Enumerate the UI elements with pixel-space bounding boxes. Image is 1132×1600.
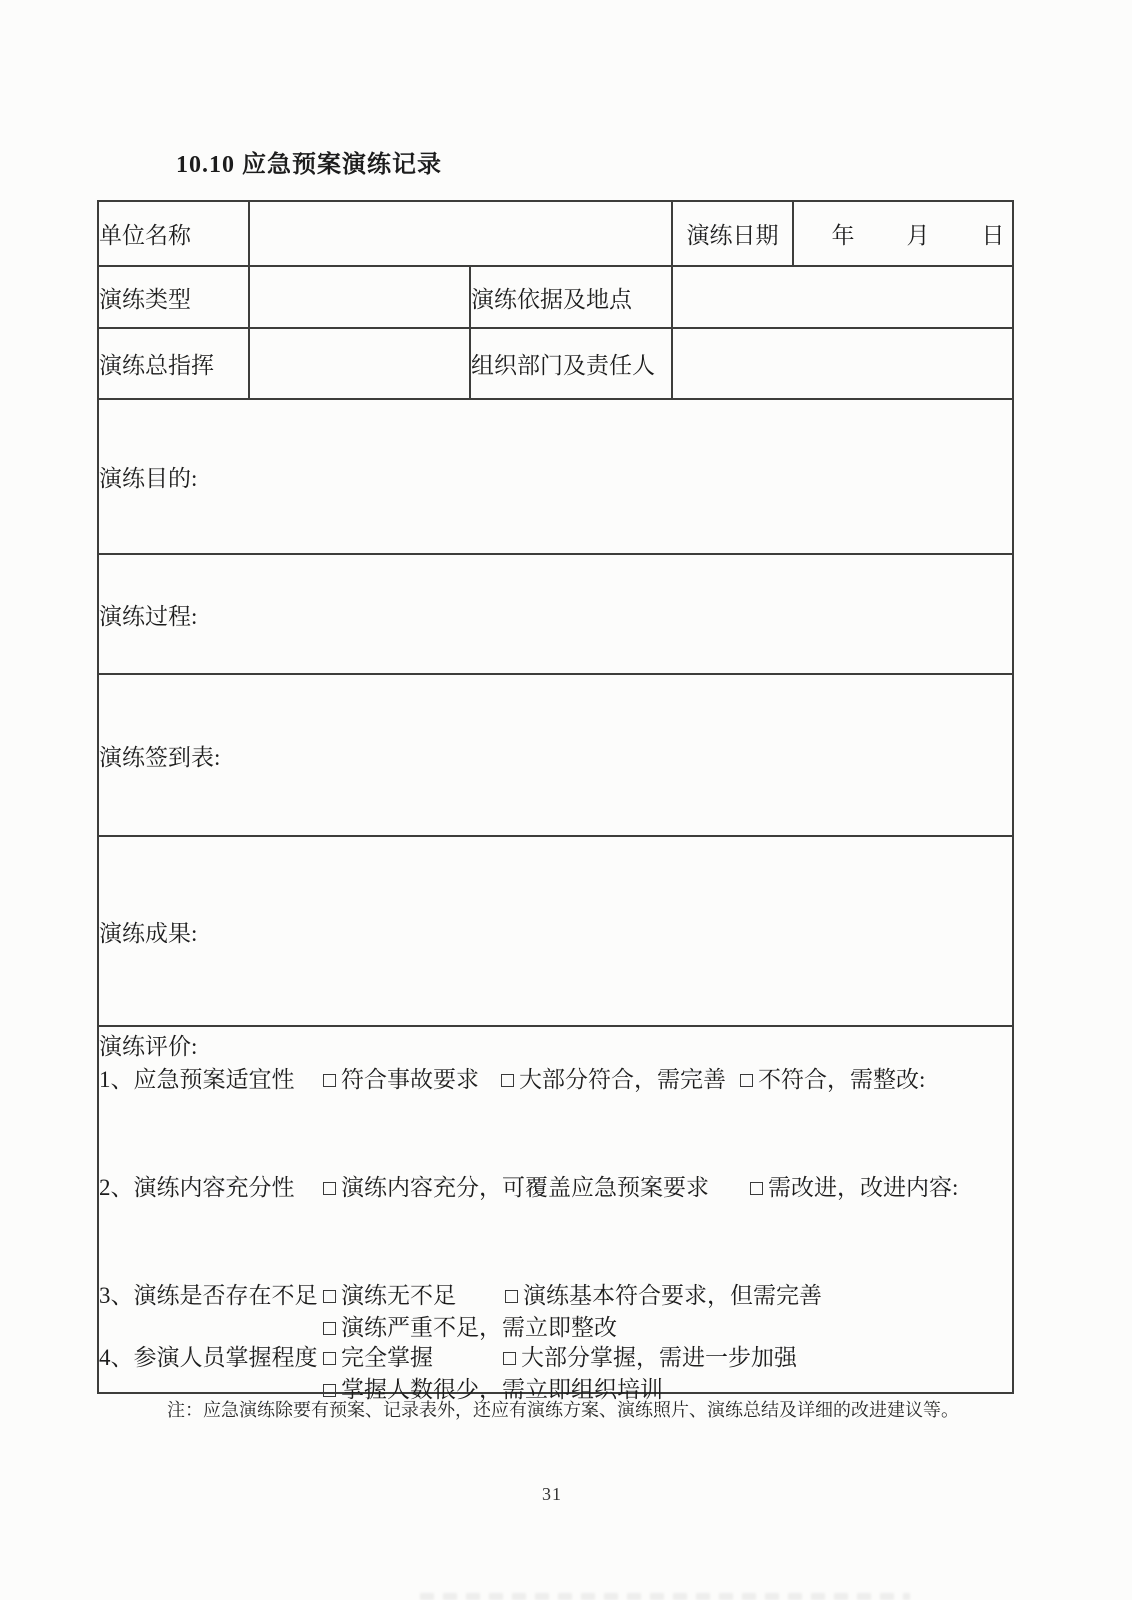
evaluation-item-plan-suitability — [99, 1065, 1012, 1095]
field-label-org-department: 组织部门及责任人 — [470, 328, 672, 399]
drill-record-table — [97, 200, 1014, 1402]
option-label: 掌握人数很少，需立即组织培训 — [341, 1376, 663, 1402]
field-label-chief-commander: 演练总指挥 — [98, 328, 249, 399]
field-value-drill-date — [793, 201, 1013, 266]
field-value-drill-type — [249, 266, 470, 328]
section-label: 演练签到表: — [99, 744, 221, 770]
checkbox-icon — [740, 1074, 753, 1087]
page-title: 10.10 应急预案演练记录 — [176, 152, 442, 178]
row-drill-type — [98, 266, 1013, 328]
section-drill-purpose — [98, 399, 1013, 554]
option-label: 演练无不足 — [341, 1282, 456, 1308]
option-fully-mastered — [323, 1343, 433, 1373]
option-mostly-mastered-needs-strengthening — [503, 1343, 797, 1373]
checkbox-icon — [323, 1290, 336, 1303]
option-label: 演练严重不足，需立即整改 — [341, 1314, 617, 1340]
row-drill-evaluation — [98, 1026, 1013, 1393]
option-label: 符合事故要求 — [341, 1066, 479, 1092]
option-needs-improvement — [750, 1173, 958, 1203]
section-drill-results — [98, 836, 1013, 1026]
evaluation-item-label: 1、应急预案适宜性 — [99, 1066, 295, 1092]
field-label-drill-type: 演练类型 — [98, 266, 249, 328]
checkbox-icon — [323, 1352, 336, 1365]
checkbox-icon — [323, 1322, 336, 1335]
option-content-sufficient — [323, 1173, 709, 1203]
row-drill-results — [98, 836, 1013, 1026]
option-no-deficiency — [323, 1281, 456, 1311]
checkbox-icon — [323, 1182, 336, 1195]
checkbox-icon — [750, 1182, 763, 1195]
field-label-drill-date: 演练日期 — [672, 201, 793, 266]
row-drill-process — [98, 554, 1013, 674]
option-basically-meets-needs-improvement — [505, 1281, 822, 1311]
option-serious-deficiency-rectify-immediately — [323, 1313, 617, 1343]
evaluation-title: 演练评价: — [99, 1033, 198, 1059]
field-label-unit-name: 单位名称 — [98, 201, 249, 266]
field-value-unit-name — [249, 201, 672, 266]
field-label-drill-basis-location: 演练依据及地点 — [470, 266, 672, 328]
option-label: 大部分掌握，需进一步加强 — [521, 1344, 797, 1370]
date-year-label: 年 — [831, 223, 855, 248]
row-drill-purpose — [98, 399, 1013, 554]
evaluation-item-label: 3、演练是否存在不足 — [99, 1282, 318, 1308]
row-chief-commander — [98, 328, 1013, 399]
evaluation-item-participant-mastery — [99, 1343, 1012, 1373]
checkbox-icon — [501, 1074, 514, 1087]
checkbox-icon — [503, 1352, 516, 1365]
date-placeholder — [794, 217, 1012, 250]
option-label: 不符合，需整改: — [758, 1066, 926, 1092]
section-drill-process — [98, 554, 1013, 674]
option-meets-accident-requirements — [323, 1065, 479, 1095]
field-value-drill-basis-location — [672, 266, 1013, 328]
evaluation-item-deficiencies-line2 — [99, 1313, 1012, 1343]
section-label: 演练过程: — [99, 603, 198, 629]
date-day-label: 日 — [981, 223, 1005, 248]
field-value-org-department — [672, 328, 1013, 399]
option-label: 演练内容充分，可覆盖应急预案要求 — [341, 1174, 709, 1200]
row-drill-signin-sheet — [98, 674, 1013, 836]
page-number: 31 — [542, 1484, 562, 1504]
section-label: 演练目的: — [99, 466, 198, 491]
option-label: 完全掌握 — [341, 1344, 433, 1370]
evaluation-item-deficiencies — [99, 1281, 1012, 1311]
checkbox-icon — [323, 1074, 336, 1087]
section-drill-signin-sheet — [98, 674, 1013, 836]
evaluation-item-label: 4、参演人员掌握程度 — [99, 1344, 318, 1370]
row-unit-name — [98, 201, 1013, 266]
option-label: 大部分符合，需完善 — [519, 1066, 726, 1092]
evaluation-item-content-adequacy — [99, 1173, 1012, 1203]
section-label: 演练成果: — [99, 920, 198, 946]
evaluation-content — [99, 1032, 1012, 1402]
date-month-label: 月 — [906, 223, 930, 248]
checkbox-icon — [505, 1290, 518, 1303]
evaluation-item-label: 2、演练内容充分性 — [99, 1174, 295, 1200]
option-nonconforming-needs-rectification — [740, 1065, 925, 1095]
option-mostly-conforms-needs-improvement — [501, 1065, 726, 1095]
field-value-chief-commander — [249, 328, 470, 399]
option-label: 需改进，改进内容: — [768, 1174, 959, 1200]
scan-artifact — [420, 1593, 910, 1600]
footnote: 注：应急演练除要有预案、记录表外，还应有演练方案、演练照片、演练总结及详细的改进建议等。 — [167, 1400, 959, 1420]
section-drill-evaluation — [98, 1026, 1013, 1402]
option-label: 演练基本符合要求，但需完善 — [523, 1282, 822, 1308]
